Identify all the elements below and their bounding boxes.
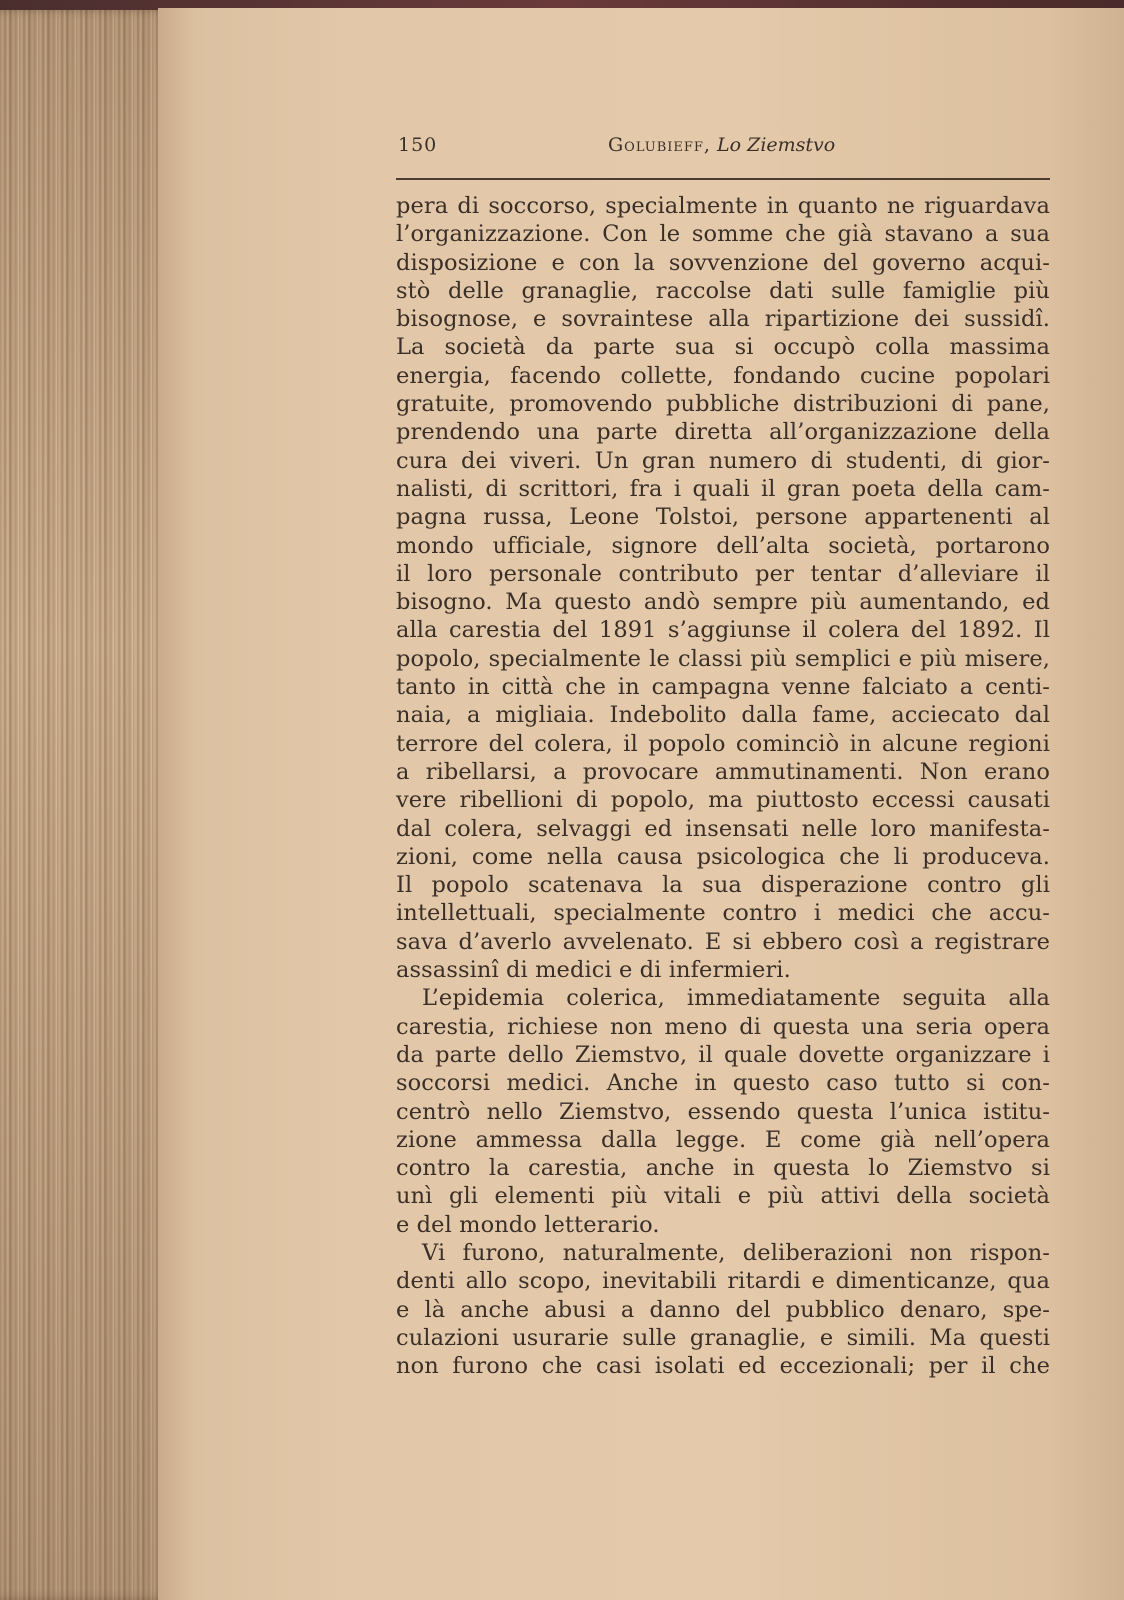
running-title-work: Lo Ziemstvo (717, 134, 836, 156)
text-line: pera di soccorso, specialmente in quanto ne riguardava (396, 193, 1050, 219)
text-line: culazioni usurarie sulle granaglie, e simili. Ma questi (396, 1324, 1050, 1351)
text-line: naia, a migliaia. Indebolito dalla fame, acciecato dal (396, 702, 1050, 729)
text-line: a ribellarsi, a provocare ammutinamenti. Non erano (396, 758, 1050, 785)
page-number: 150 (398, 134, 438, 156)
text-line: zione ammessa dalla legge. E come già nell’opera (396, 1126, 1050, 1153)
text-line: mondo ufficiale, signore dell’alta società, portarono (396, 532, 1050, 559)
text-line: bisogno. Ma questo andò sempre più aumentando, ed (396, 589, 1050, 616)
text-line: unì gli elementi più vitali e più attivi della società (396, 1183, 1050, 1210)
text-line: soccorsi medici. Anche in questo caso tutto si con- (396, 1070, 1050, 1097)
text-line: centrò nello Ziemstvo, essendo questa l’unica istitu- (396, 1098, 1050, 1125)
text-line: dal colera, selvaggi ed insensati nelle loro manifesta- (396, 815, 1050, 842)
text-line: cura dei viveri. Un gran numero di studenti, di gior- (396, 447, 1050, 474)
text-line: energia, facendo collette, fondando cucine popolari (396, 362, 1050, 389)
text-line: popolo, specialmente le classi più semplici e più misere, (396, 645, 1050, 672)
body-text (396, 192, 1050, 1380)
text-line: intellettuali, specialmente contro i medici che accu- (396, 900, 1050, 927)
text-line: da parte dello Ziemstvo, il quale dovette organizzare i (396, 1041, 1050, 1068)
text-line: Vi furono, naturalmente, deliberazioni non rispon- (422, 1239, 1050, 1266)
text-line: La società da parte sua si occupò colla massima (396, 334, 1050, 361)
text-line: L’epidemia colerica, immediatamente seguita alla (422, 985, 1050, 1012)
running-title (608, 134, 835, 156)
running-header (398, 134, 1052, 164)
text-line: alla carestia del 1891 s’aggiunse il colera del 1892. Il (396, 617, 1050, 644)
text-line: zioni, come nella causa psicologica che li produceva. (396, 843, 1050, 870)
text-line: vere ribellioni di popolo, ma piuttosto eccessi causati (396, 787, 1050, 814)
text-line: bisognose, e sovraintese alla ripartizione dei sussidî. (396, 306, 1050, 333)
text-line: sava d’averlo avvelenato. E si ebbero così a registrare (396, 928, 1050, 955)
text-line: e là anche abusi a danno del pubblico denaro, spe- (396, 1296, 1050, 1323)
text-line: Il popolo scatenava la sua disperazione contro gli (396, 872, 1050, 899)
text-line: carestia, richiese non meno di questa una seria opera (396, 1013, 1050, 1040)
text-line: contro la carestia, anche in questa lo Ziemstvo si (396, 1155, 1050, 1182)
text-line: il loro personale contributo per tentar d’alleviare il (396, 560, 1050, 587)
text-line: nalisti, di scrittori, fra i quali il gran poeta della cam- (396, 475, 1050, 502)
text-line: e del mondo letterario. (396, 1211, 660, 1238)
header-rule (396, 178, 1050, 180)
text-line: pagna russa, Leone Tolstoi, persone appartenenti al (396, 504, 1050, 531)
page-block-edges (0, 10, 175, 1600)
text-line: disposizione e con la sovvenzione del governo acqui- (396, 249, 1050, 276)
text-line: prendendo una parte diretta all’organizzazione della (396, 419, 1050, 446)
text-line: l’organizzazione. Con le somme che già stavano a sua (396, 221, 1050, 248)
text-line: denti allo scopo, inevitabili ritardi e dimenticanze, qua (396, 1268, 1050, 1295)
text-line: non furono che casi isolati ed eccezionali; per il che (396, 1353, 1050, 1380)
text-line: terrore del colera, il popolo cominciò in alcune regioni (396, 730, 1050, 757)
text-line: gratuite, promovendo pubbliche distribuzioni di pane, (396, 391, 1050, 418)
text-line: tanto in città che in campagna venne falciato a centi- (396, 674, 1050, 701)
text-line: assassinî di medici e di infermieri. (396, 957, 791, 984)
text-line: stò delle granaglie, raccolse dati sulle famiglie più (396, 277, 1050, 304)
running-title-author: Golubieff, (608, 134, 711, 156)
